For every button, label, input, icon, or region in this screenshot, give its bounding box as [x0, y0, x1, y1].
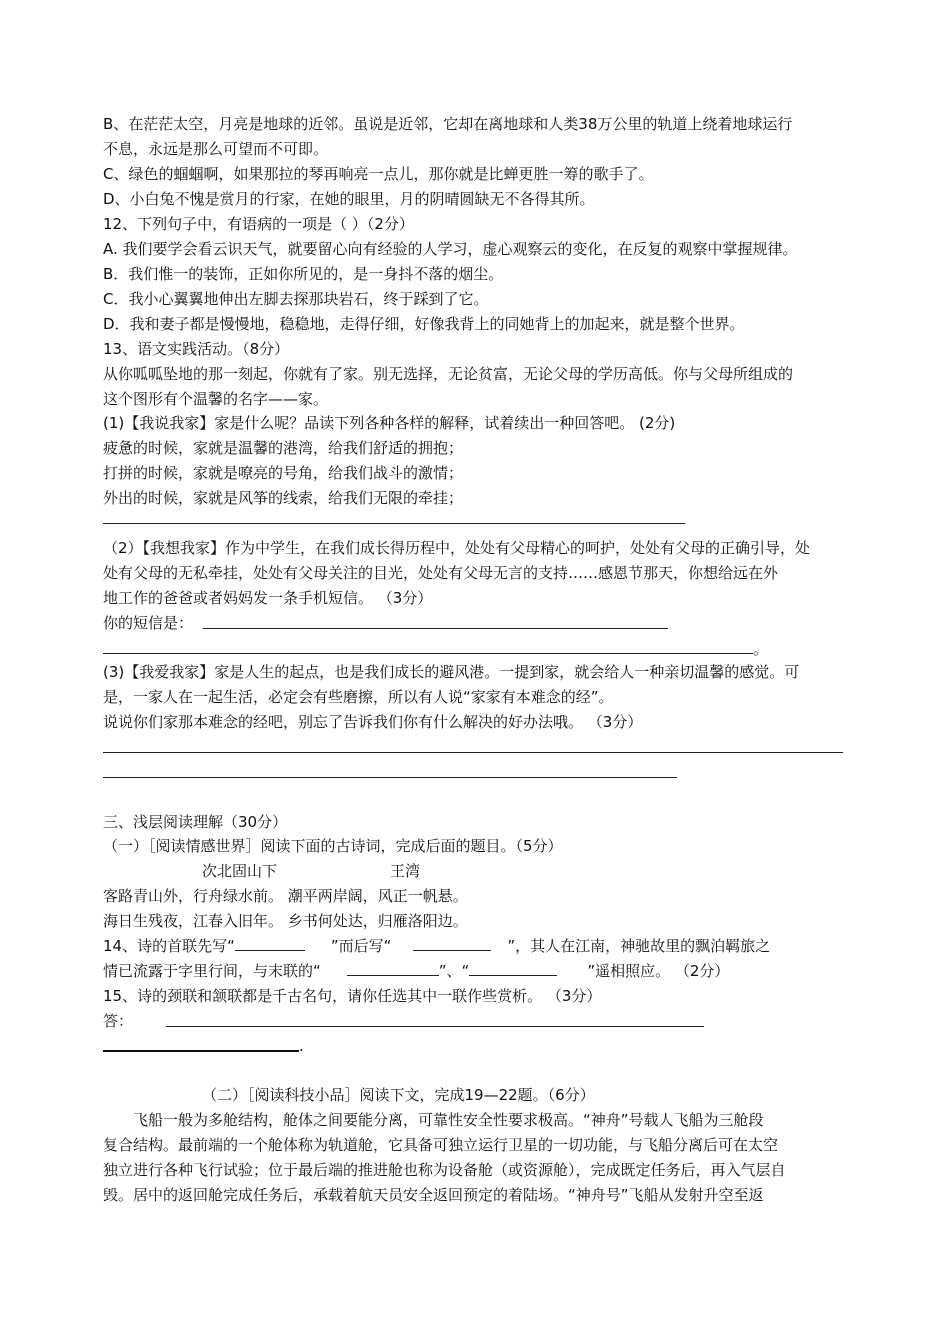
q13-part1-line1: 疲惫的时候，家就是温馨的港湾，给我们舒适的拥抱；	[103, 439, 464, 457]
q14-text-d: 情已流露于字里行间，与末联的“	[103, 962, 321, 980]
section3-part2-title: （二）［阅读科技小品］阅读下文，完成19—22题。（6分）	[202, 1086, 595, 1104]
q15-stem: 15、诗的颈联和颔联都是千古名句，请你任选其中一联作些赏析。 （3分）	[103, 987, 602, 1005]
poem-line1: 客路青山外，行舟绿水前。 潮平两岸阔，风正一帆悬。	[103, 887, 468, 905]
q13-intro-line2: 这个图形有个温馨的名字——家。	[103, 390, 329, 408]
q13-part2-answer-label: 你的短信是：	[103, 614, 194, 632]
q14-text-f: ”遥相照应。 （2分）	[587, 962, 730, 980]
q14-text-e: ”、“	[438, 962, 470, 980]
q13-part1-answer-line[interactable]	[103, 523, 685, 524]
q13-stem: 13、语文实践活动。（8分）	[103, 340, 290, 358]
q14-blank-4[interactable]	[469, 961, 557, 976]
q14-text-a: 14、诗的首联先写“	[103, 937, 235, 955]
q12-stem: 12、下列句子中，有语病的一项是（ ）（2分）	[103, 215, 414, 233]
q12-option-b: B．我们惟一的装饰，正如你所见的，是一身抖不落的烟尘。	[103, 265, 504, 283]
q13-part3-answer-line2[interactable]	[103, 777, 677, 778]
q13-part1-line3: 外出的时候，家就是风筝的线索，给我们无限的牵挂；	[103, 489, 464, 507]
q14-line1	[103, 936, 770, 956]
section3-part1-title: （一）［阅读情感世界］阅读下面的古诗词，完成后面的题目。（5分）	[103, 837, 563, 855]
passage-line1: 飞船一般为多舱结构，舱体之间要能分离，可靠性安全性要求极高。“神舟”号载人飞船为三舱段	[133, 1111, 764, 1129]
q13-part3-answer-line1[interactable]	[103, 752, 843, 753]
q14-blank-1[interactable]	[235, 936, 305, 951]
q13-part2-end-mark: 。	[753, 640, 769, 658]
q13-part2-answer-line2[interactable]	[103, 653, 753, 654]
q11-option-b-line1: B、在茫茫太空，月亮是地球的近邻。虽说是近邻，它却在离地球和人类38万公里的轨道上绕着地球运行	[103, 115, 793, 133]
q14-blank-3[interactable]	[347, 961, 439, 976]
q12-option-d: D．我和妻子都是慢慢地，稳稳地，走得仔细，好像我背上的同她背上的加起来，就是整个世界。	[103, 315, 745, 333]
q13-part2-answer-line1[interactable]	[203, 628, 668, 629]
passage-line3: 独立进行各种飞行试验；位于最后端的推进舱也称为设备舱（或资源舱），完成既定任务后，再入气层自	[103, 1161, 786, 1179]
q11-option-b-line2: 不息，永远是那么可望而不可即。	[103, 140, 329, 158]
q13-part2-line2: 处有父母的无私牵挂，处处有父母关注的目光，处处有父母无言的支持……感恩节那天，你想给远在外	[103, 564, 779, 582]
q15-answer-label: 答：	[103, 1012, 134, 1030]
q13-part3-line3: 说说你们家那本难念的经吧，别忘了告诉我们你有什么解决的好办法哦。 （3分）	[103, 713, 643, 731]
q13-part3-line2: 是，一家人在一起生活，必定会有些磨擦，所以有人说“家家有本难念的经”。	[103, 688, 614, 706]
q14-text-b: ”而后写“	[330, 937, 392, 955]
q15-answer-line1[interactable]	[166, 1026, 704, 1027]
q13-part1-line2: 打拼的时候，家就是嘹亮的号角，给我们战斗的激情；	[103, 464, 464, 482]
q15-answer-line2[interactable]	[103, 1050, 299, 1052]
poem-line2: 海日生残夜，江春入旧年。 乡书何处达，归雁洛阳边。	[103, 912, 468, 930]
q11-option-d: D、小白兔不愧是赏月的行家，在她的眼里，月的阴晴圆缺无不各得其所。	[103, 190, 595, 208]
q11-option-c: C、绿色的蝈蝈啊，如果那拉的琴再响亮一点儿，那你就是比蝉更胜一筹的歌手了。	[103, 165, 654, 183]
q14-blank-2[interactable]	[413, 936, 491, 951]
q13-intro-line1: 从你呱呱坠地的那一刻起，你就有了家。别无选择，无论贫富，无论父母的学历高低。你与父母所组成的	[103, 365, 794, 383]
poem-title: 次北固山下	[202, 862, 278, 880]
q13-part2-line1: （2）【我想我家】作为中学生，在我们成长得历程中，处处有父母精心的呵护，处处有父母的正确引导，处	[103, 539, 811, 557]
q13-part1-title: (1)【我说我家】家是什么呢？品读下列各种各样的解释，试着续出一种回答吧。 (2分)	[103, 414, 676, 432]
q12-option-c: C．我小心翼翼地伸出左脚去探那块岩石，终于踩到了它。	[103, 290, 489, 308]
section3-title: 三、浅层阅读理解（30分）	[103, 813, 288, 831]
q14-text-c: ”，其人在江南，神驰故里的飘泊羁旅之	[507, 937, 771, 955]
passage-line2: 复合结构。最前端的一个舱体称为轨道舱，它具备可独立运行卫星的一切功能，与飞船分离后可在太空	[103, 1136, 779, 1154]
q15-answer-end: .	[299, 1037, 304, 1055]
passage-line4: 毁。居中的返回舱完成任务后，承载着航天员安全返回预定的着陆场。“神舟号”飞船从发射升空至返	[103, 1186, 764, 1204]
q13-part2-line3: 地工作的爸爸或者妈妈发一条手机短信。 （3分）	[103, 589, 433, 607]
q12-option-a: A. 我们要学会看云识天气，就要留心向有经验的人学习，虚心观察云的变化，在反复的观察中掌握规律。	[103, 240, 798, 258]
q13-part3-line1: (3)【我爱我家】家是人生的起点，也是我们成长的避风港。一提到家，就会给人一种亲切温馨的感觉。可	[103, 663, 800, 681]
q14-line2	[103, 961, 729, 981]
poem-author: 王湾	[390, 862, 421, 880]
